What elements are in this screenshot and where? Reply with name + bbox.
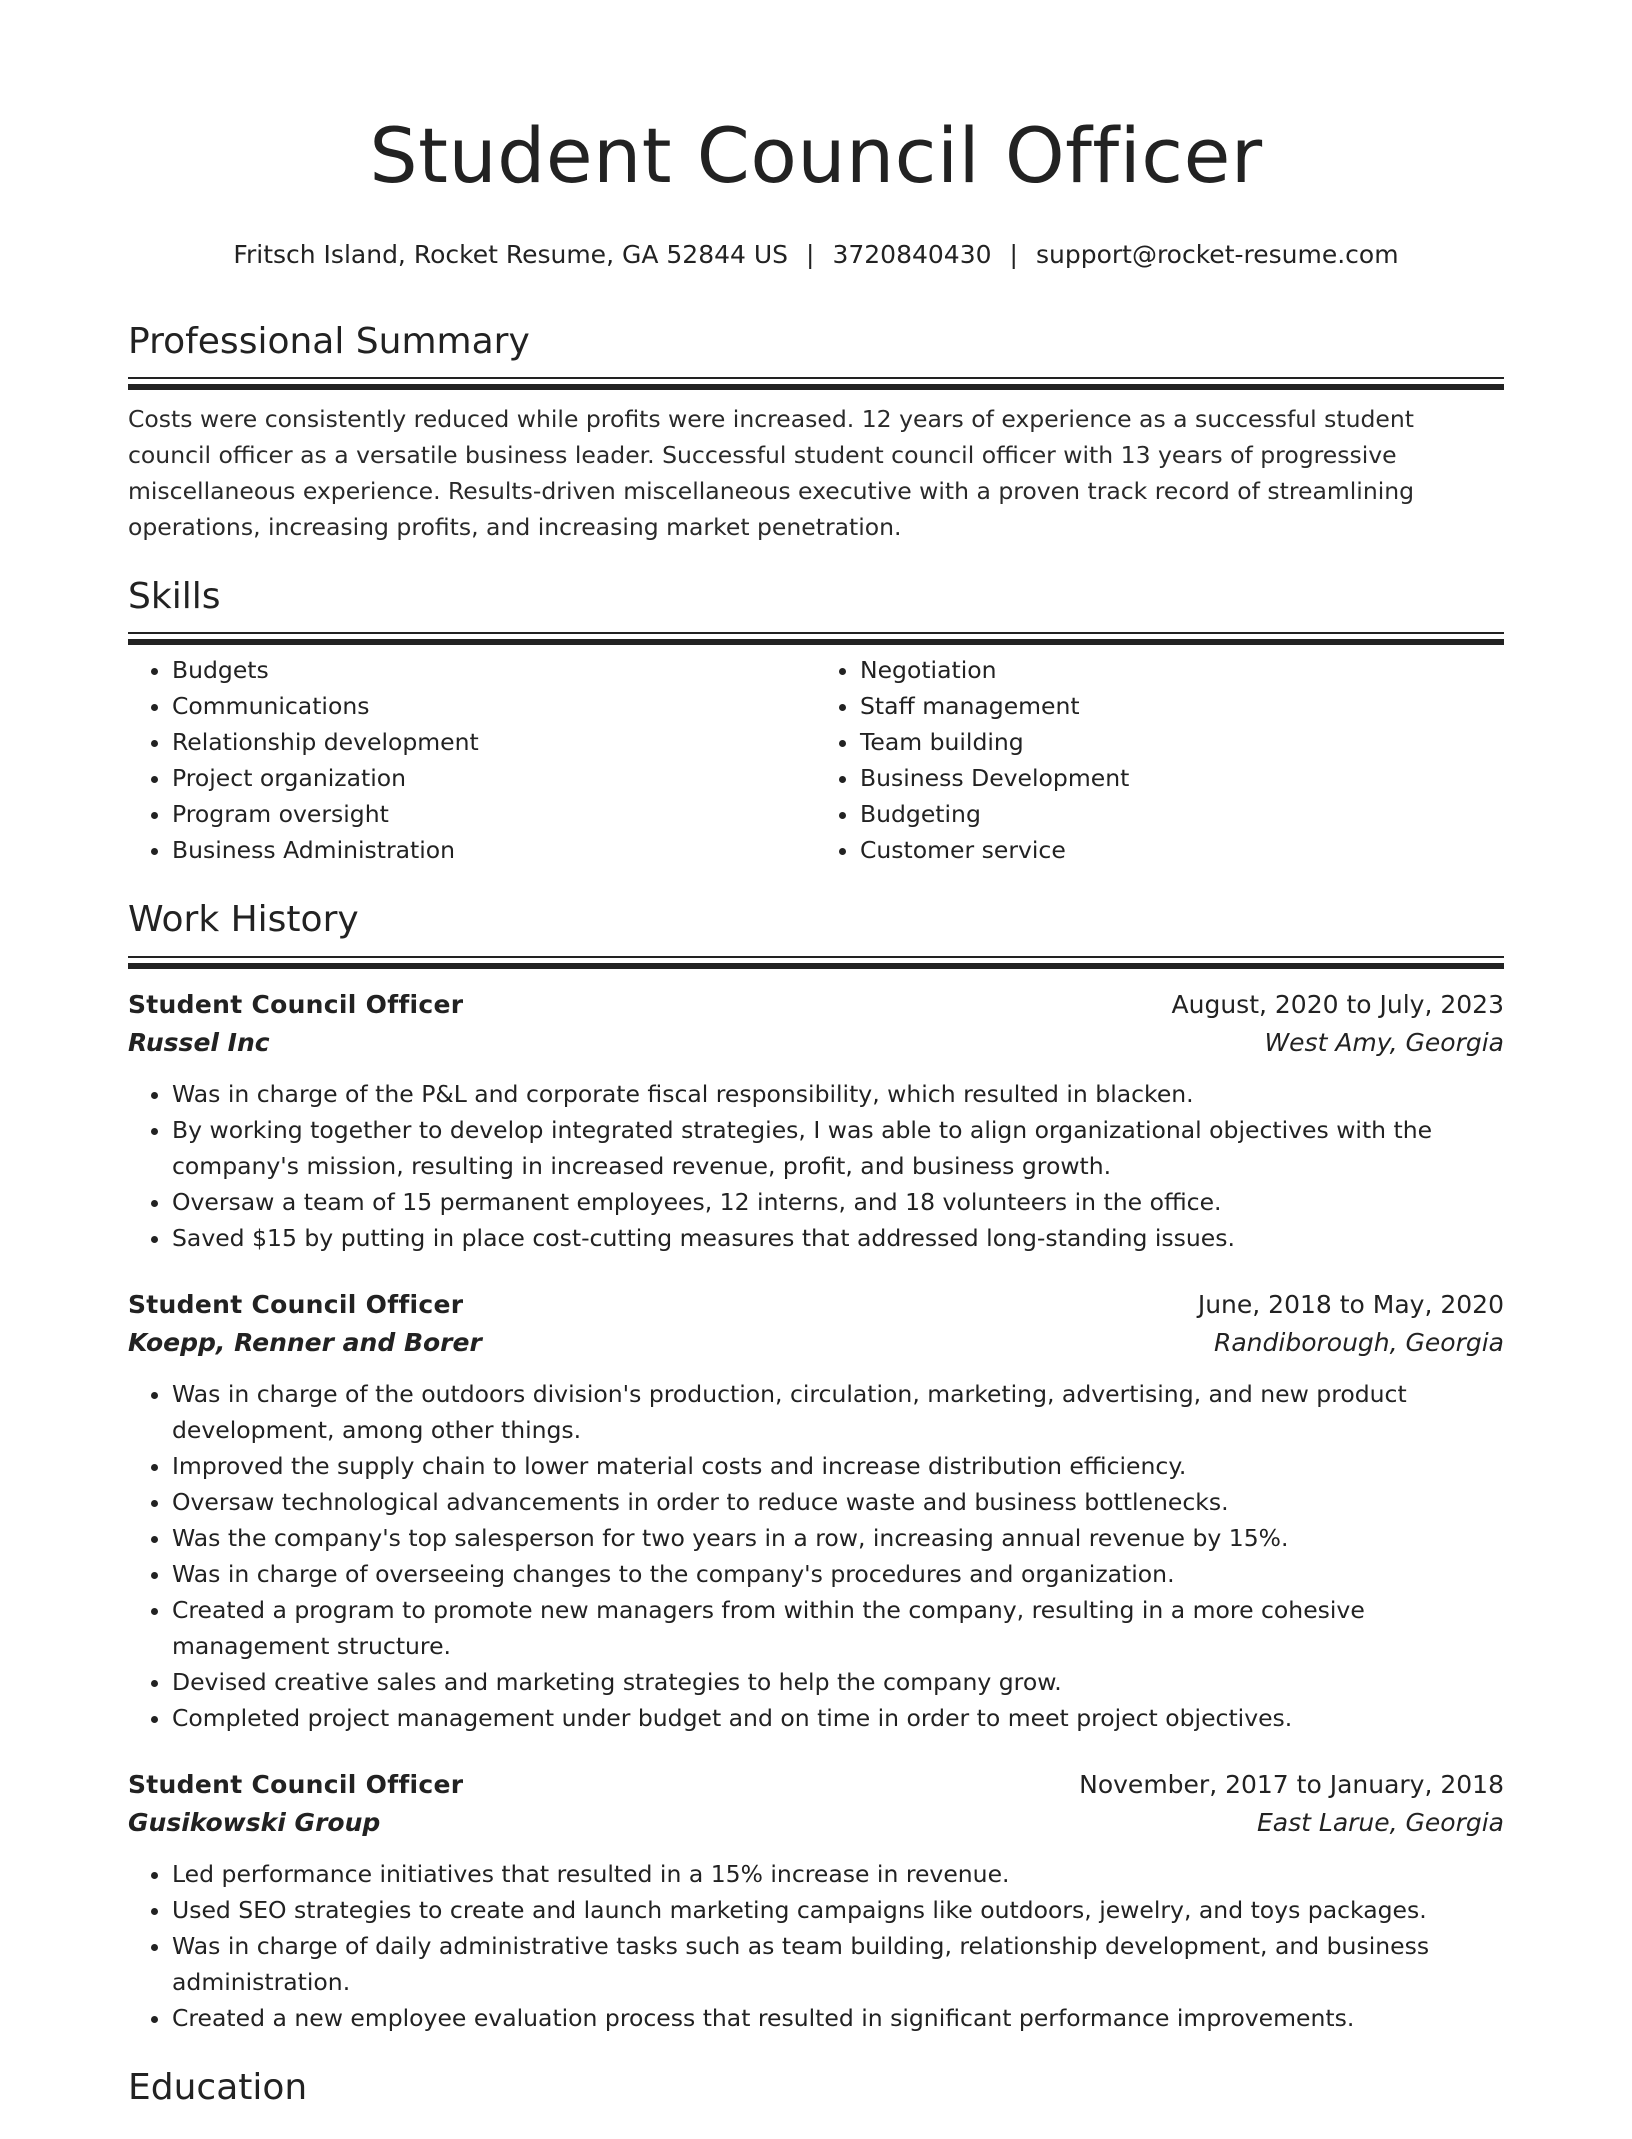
job-bullet: • Was in charge of the outdoors division's production, circulation, marketing, advertising, and new product development, among other things. <box>172 1376 1504 1448</box>
skill-item: • Staff management <box>860 688 1504 724</box>
job-company: Gusikowski Group <box>128 1807 381 1837</box>
work-history-section <box>128 898 1504 2035</box>
job-bullet: • Was the company's top salesperson for two years in a row, increasing annual revenue by 15%. <box>172 1520 1504 1556</box>
job-bullets <box>128 1076 1504 1256</box>
job-entry <box>128 1766 1504 2036</box>
section-title-work-history: Work History <box>128 899 359 941</box>
resume-page <box>128 0 1504 2112</box>
job-subheader <box>128 1024 1504 1062</box>
contact-phone: 3720840430 <box>832 240 992 269</box>
job-location: East Larue, Georgia <box>1257 1807 1504 1837</box>
skill-item: • Budgets <box>172 652 816 688</box>
summary-text: Costs were consistently reduced while profits were increased. 12 years of experience as a successful student council officer as a versatile business leader. Successful student council officer with 13 years of progressive miscellaneous experience. Results-driven miscellaneous executive with a proven track record of streamlining operations, increasing profits, and increasing market penetration. <box>128 405 1415 542</box>
section-divider <box>128 956 1504 972</box>
contact-separator: | <box>806 240 815 269</box>
job-company: Russel Inc <box>128 1027 270 1057</box>
section-title-summary: Professional Summary <box>128 321 530 362</box>
section-divider <box>128 632 1504 648</box>
job-dates: August, 2020 to July, 2023 <box>1171 989 1504 1019</box>
job-bullet: • Was in charge of the P&L and corporate fiscal responsibility, which resulted in blacken. <box>172 1076 1504 1112</box>
job-subheader <box>128 1324 1504 1362</box>
section-title-skills: Skills <box>128 576 221 618</box>
resume-name: Student Council Officer <box>369 111 1263 200</box>
skill-item: • Business Administration <box>172 832 816 868</box>
job-bullet: • Oversaw technological advancements in order to reduce waste and business bottlenecks. <box>172 1484 1504 1520</box>
job-bullet: • Created a new employee evaluation process that resulted in significant performance improvements. <box>172 2000 1504 2036</box>
skill-item: • Team building <box>860 724 1504 760</box>
skill-item: • Communications <box>172 688 816 724</box>
job-bullet: • Completed project management under budget and on time in order to meet project objectives. <box>172 1700 1504 1736</box>
job-title: Student Council Officer <box>128 989 464 1019</box>
contact-email: support@rocket-resume.com <box>1035 240 1399 269</box>
job-location: Randiborough, Georgia <box>1213 1327 1504 1357</box>
skill-item: • Relationship development <box>172 724 816 760</box>
job-bullet: • Led performance initiatives that resulted in a 15% increase in revenue. <box>172 1856 1504 1892</box>
job-dates: June, 2018 to May, 2020 <box>1197 1289 1504 1319</box>
section-divider <box>128 377 1504 393</box>
job-bullet: • By working together to develop integrated strategies, I was able to align organizational objectives with the company's mission, resulting in increased revenue, profit, and business growth. <box>172 1112 1504 1184</box>
skills-list-right <box>816 652 1504 868</box>
job-entry <box>128 986 1504 1256</box>
education-section <box>128 2066 1504 2109</box>
resume-content <box>128 320 1504 2139</box>
job-entry <box>128 1286 1504 1736</box>
contact-separator: | <box>1009 240 1018 269</box>
job-bullet: • Used SEO strategies to create and launch marketing campaigns like outdoors, jewelry, and toys packages. <box>172 1892 1504 1928</box>
job-bullet: • Was in charge of daily administrative tasks such as team building, relationship development, and business administration. <box>172 1928 1504 2000</box>
job-location: West Amy, Georgia <box>1264 1027 1504 1057</box>
skill-item: • Program oversight <box>172 796 816 832</box>
job-bullets <box>128 1376 1504 1736</box>
job-bullet: • Devised creative sales and marketing strategies to help the company grow. <box>172 1664 1504 1700</box>
job-title: Student Council Officer <box>128 1769 464 1799</box>
job-bullet: • Oversaw a team of 15 permanent employees, 12 interns, and 18 volunteers in the office. <box>172 1184 1504 1220</box>
job-bullet: • Saved $15 by putting in place cost-cutting measures that addressed long-standing issues. <box>172 1220 1504 1256</box>
job-company: Koepp, Renner and Borer <box>128 1327 482 1357</box>
skill-item: • Project organization <box>172 760 816 796</box>
job-subheader <box>128 1804 1504 1842</box>
job-bullet: • Was in charge of overseeing changes to the company's procedures and organization. <box>172 1556 1504 1592</box>
job-bullet: • Improved the supply chain to lower material costs and increase distribution efficiency. <box>172 1448 1504 1484</box>
skills-section <box>128 575 1504 868</box>
skills-list-left <box>128 652 816 868</box>
job-header <box>128 1766 1504 1804</box>
job-dates: November, 2017 to January, 2018 <box>1079 1769 1504 1799</box>
job-title: Student Council Officer <box>128 1289 464 1319</box>
job-bullets <box>128 1856 1504 2036</box>
job-header <box>128 1286 1504 1324</box>
skill-item: • Budgeting <box>860 796 1504 832</box>
section-title-education: Education <box>128 2066 308 2108</box>
job-header <box>128 986 1504 1024</box>
summary-section <box>128 320 1504 545</box>
skill-item: • Negotiation <box>860 652 1504 688</box>
skills-columns <box>128 652 1504 868</box>
skill-item: • Business Development <box>860 760 1504 796</box>
contact-address: Fritsch Island, Rocket Resume, GA 52844 US <box>233 240 789 269</box>
skill-item: • Customer service <box>860 832 1504 868</box>
job-bullet: • Created a program to promote new managers from within the company, resulting in a more cohesive management structure. <box>172 1592 1504 1664</box>
contact-line <box>128 240 1504 270</box>
